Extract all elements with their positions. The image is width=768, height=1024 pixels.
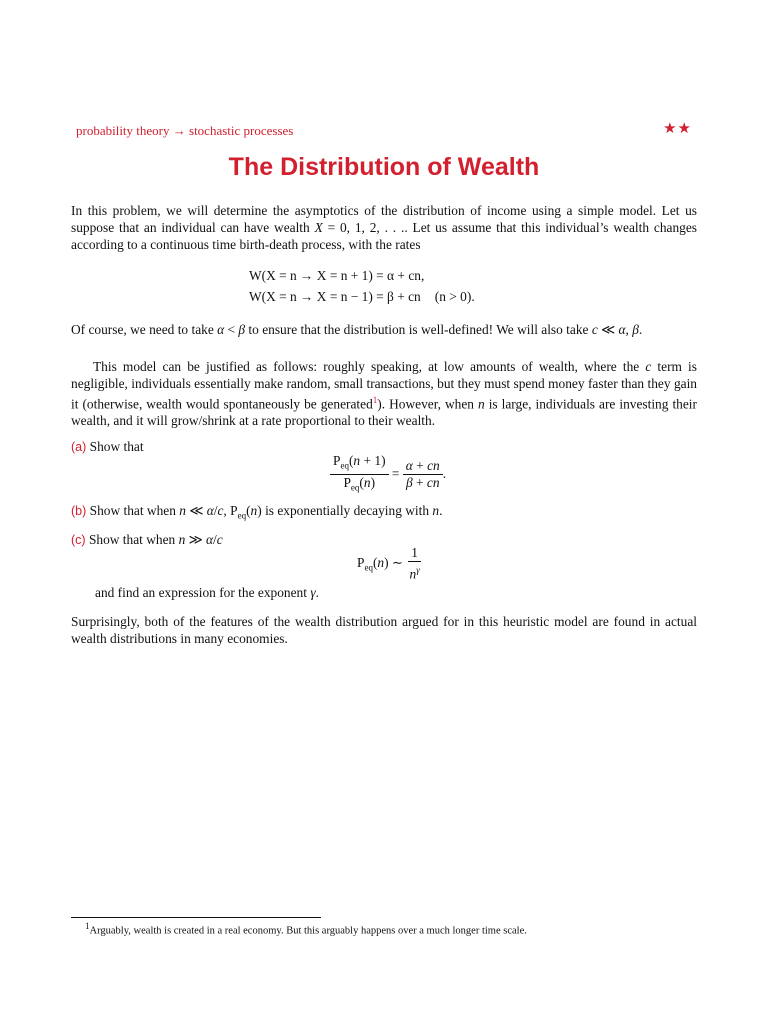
intro-paragraph: In this problem, we will determine the asymptotics of the distribution of income using a simple model. Let us suppose that an individual can have wealth X = 0, 1, 2, . . .. Let us assume that this individual’s wealth changes according to a continuous time birth-death process, with the rates	[71, 203, 697, 252]
part-c-followup: and find an expression for the exponent γ.	[95, 585, 319, 600]
footnote: $^1$Arguably, wealth is created in a real economy. But this arguably happens over a much longer time scale.	[85, 921, 527, 937]
rate-equation-birth: W(X = n → X = n + 1) = α + cn,	[249, 268, 425, 283]
part-b: (b) Show that when n ≪ α/c, $P_{eq}(n)$ is exponentially decaying with n.	[71, 503, 443, 521]
rate-equation-death: W(X = n → X = n − 1) = β + cn (n > 0).	[249, 289, 475, 304]
footnote-marker: 1	[372, 395, 378, 405]
difficulty-stars: ★★	[663, 119, 692, 137]
constraints-paragraph: Of course, we need to take α < β to ensure that the distribution is well-defined! We will also take c ≪ α, β.	[71, 322, 643, 337]
footnote-divider	[71, 917, 321, 918]
part-a: (a) Show that	[71, 439, 144, 454]
page-title: The Distribution of Wealth	[228, 153, 540, 181]
part-b-label: (b)	[71, 504, 87, 518]
ratio-equation: $\frac{P_{eq}(n + 1)}{P_{eq}(n)}$ = $\frac{\alpha + cn}{\beta + cn}$ .	[330, 453, 446, 495]
part-c: (c) Show that when n ≫ α/c	[71, 532, 223, 547]
category-breadcrumb: probability theory → stochastic processes	[76, 123, 294, 138]
part-a-label: (a)	[71, 440, 87, 454]
closing-paragraph: Surprisingly, both of the features of the wealth distribution argued for in this heuristic model are found in actual wealth distributions in many economies.	[71, 614, 697, 646]
part-c-label: (c)	[71, 533, 86, 547]
power-law-equation: $P_{eq}(n)$ ∼ $\frac{1}{n^\gamma}$	[357, 545, 420, 582]
justification-paragraph: This model can be justified as follows: roughly speaking, at low amounts of wealth, where the c term is negligible, individuals essentially make random, small transactions, but they must spend money faster than they gain it (otherwise, wealth would spontaneously be generated$^1$). However, when n is large, individuals are investing their wealth, and it will grow/shrink at a rate proportional to their wealth.	[71, 359, 697, 429]
